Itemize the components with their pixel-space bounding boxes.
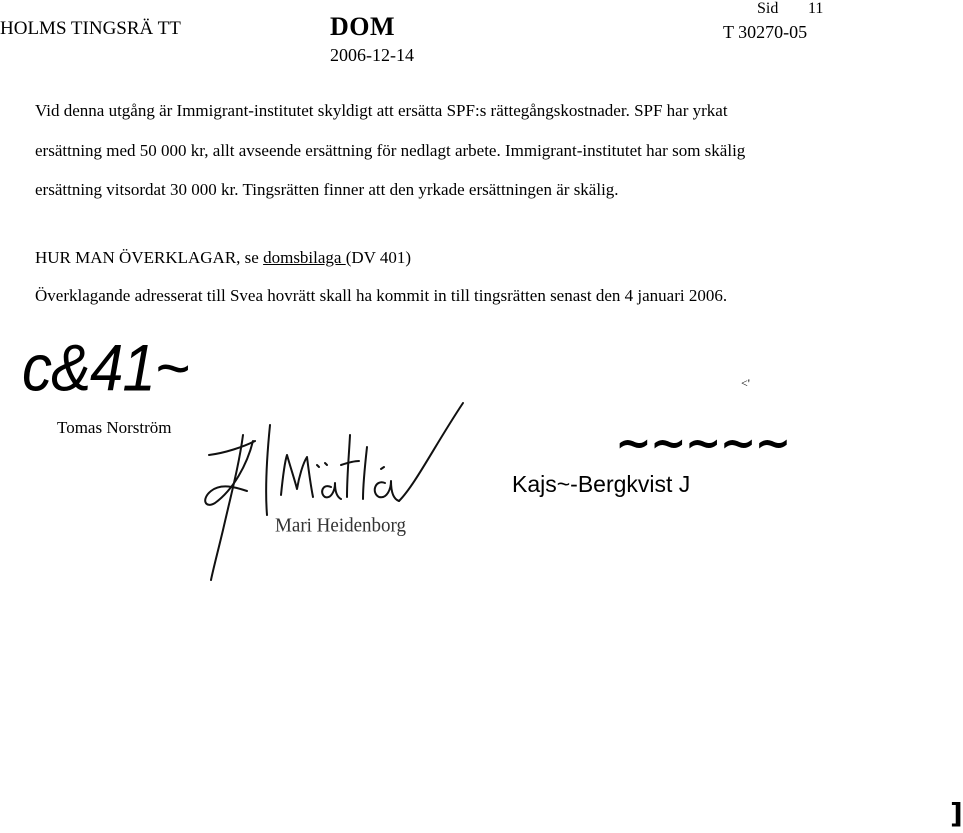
- document-date: 2006-12-14: [330, 45, 414, 65]
- signature-tilde-row: ~~~~~: [615, 418, 790, 469]
- appeal-heading-prefix: HUR MAN ÖVERKLAGAR, se: [35, 248, 264, 267]
- case-number: T 30270-05: [723, 22, 808, 42]
- appeal-text: Överklagande adresserat till Svea hovrätt skall ha kommit in till tingsrätten senast den 4 januari 2006.: [35, 286, 728, 305]
- document-type: DOM: [330, 12, 396, 41]
- appeal-heading-suffix: (DV 401): [345, 248, 412, 267]
- stray-mark: <': [741, 376, 750, 390]
- domsbilaga-link[interactable]: domsbilaga: [263, 248, 346, 267]
- handwritten-signature: [195, 395, 475, 585]
- paragraph-line-1: Vid denna utgång är Immigrant-institutet skyldigt att ersätta SPF:s rättegångskostnader. SPF har yrkat: [35, 101, 728, 120]
- court-name: HOLMS TINGSRÄ TT: [0, 18, 181, 39]
- signature-ocr-mark: c&41~: [22, 331, 189, 405]
- appeal-heading: [35, 248, 411, 268]
- page-number: 11: [808, 0, 824, 17]
- signer-name-1: Tomas Norström: [57, 418, 172, 437]
- paragraph-line-3: ersättning vitsordat 30 000 kr. Tingsrätten finner att den yrkade ersättningen är skälig.: [35, 180, 619, 199]
- paragraph-line-2: ersättning med 50 000 kr, allt avseende ersättning för nedlagt arbete. Immigrant-institutet har som skälig: [35, 141, 746, 160]
- signer-name-2: Mari Heidenborg: [275, 514, 407, 537]
- page-corner-bracket: ]: [950, 797, 963, 830]
- signer-name-3: Kajs~-Bergkvist J: [512, 471, 691, 497]
- page-label: Sid: [757, 0, 779, 17]
